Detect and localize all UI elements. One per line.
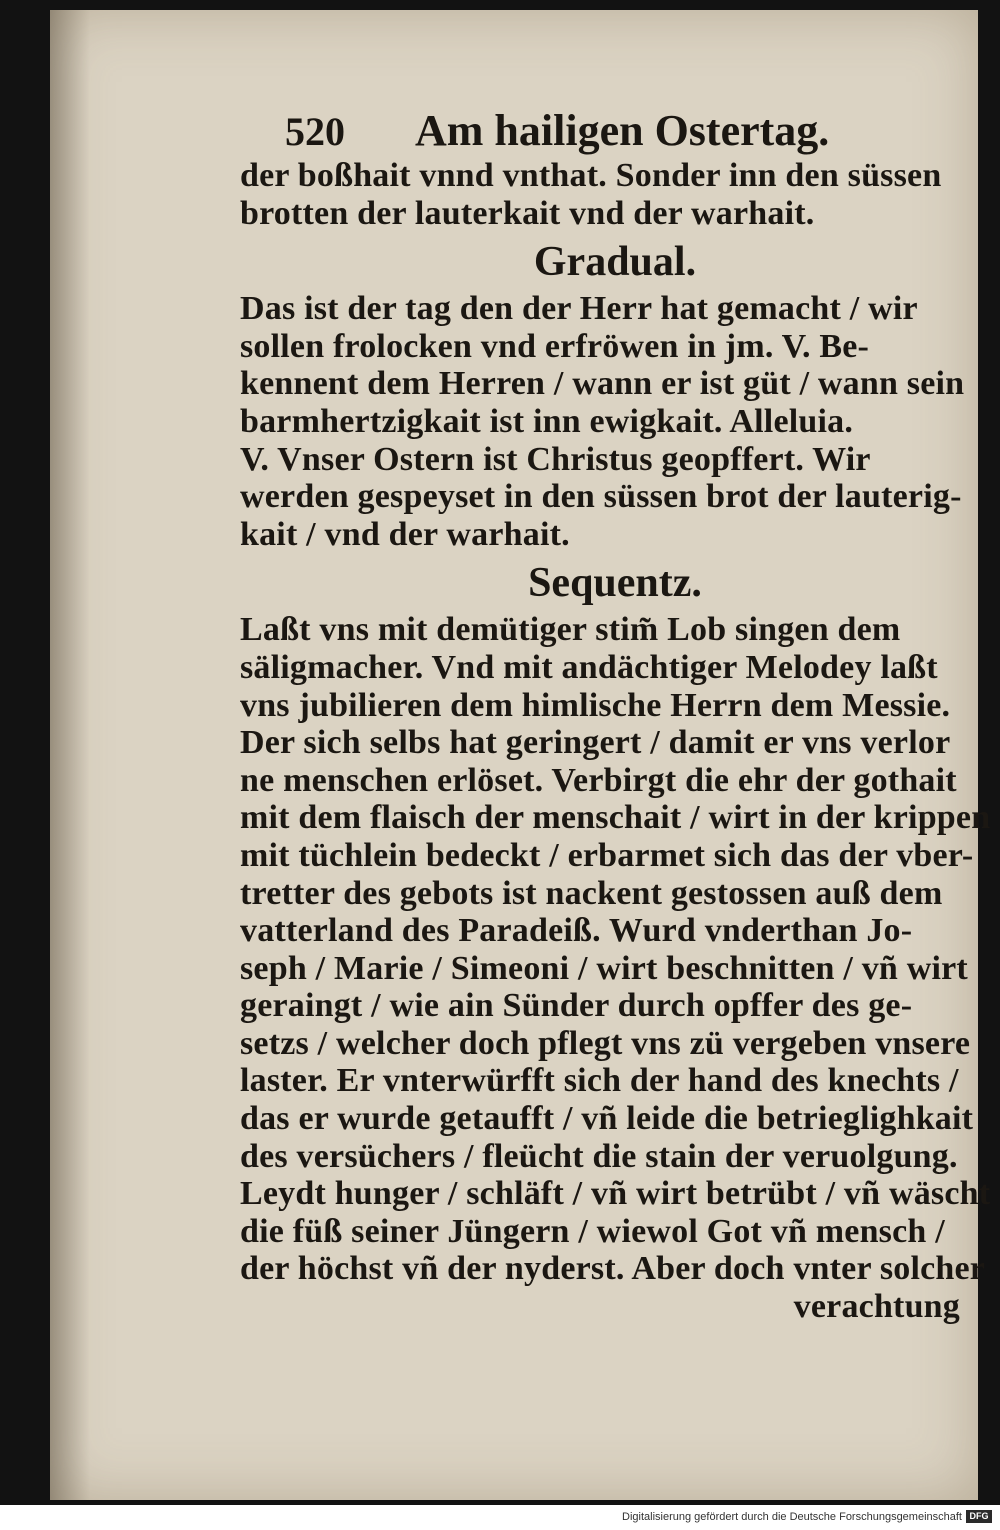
running-header [285, 105, 960, 157]
funding-credit: Digitalisierung gefördert durch die Deutsche Forschungsgemeinschaft [622, 1511, 962, 1523]
text-line: kait / vnd der warhait. [240, 515, 570, 553]
text-line: sollen frolocken vnd erfröwen in jm. V. Be- [240, 327, 870, 365]
text-line: barmhertzigkait ist inn ewigkait. Alleluia. [240, 402, 854, 440]
intro-paragraph [240, 157, 960, 232]
text-line: Das ist der tag den der Herr hat gemacht / wir [240, 290, 918, 328]
text-line: werden gespeyset in den süssen brot der lauterig- [240, 478, 962, 516]
text-line: tretter des gebots ist nackent gestossen auß dem [240, 874, 943, 912]
text-line: V. Vnser Ostern ist Christus geopffert. Wir [240, 440, 871, 478]
sequentz-paragraph [240, 611, 991, 1326]
text-line: seph / Marie / Simeoni / wirt beschnitten / vñ wirt [240, 949, 968, 987]
text-line: geraingt / wie ain Sünder durch opffer des ge- [240, 987, 913, 1025]
text-line: mit tüchlein bedeckt / erbarmet sich das der vber- [240, 836, 974, 874]
text-line: des versüchers / fleücht die stain der veruolgung. [240, 1137, 958, 1175]
text-line: Laßt vns mit demütiger stim̃ Lob singen dem [240, 611, 901, 649]
text-line: der boßhait vnnd vnthat. Sonder inn den süssen [240, 157, 942, 194]
text-line: das er wurde getaufft / vñ leide die betrieglighkait [240, 1100, 974, 1138]
text-line: vatterland des Paradeiß. Wurd vnderthan Jo- [240, 912, 913, 950]
catchword: verachtung [793, 1288, 960, 1326]
text-line: ne menschen erlöset. Verbirgt die ehr der gothait [240, 761, 957, 799]
text-line: brotten der lauterkait vnd der warhait. [240, 194, 815, 232]
page-text [240, 105, 991, 1326]
dfg-logo: DFG [966, 1510, 992, 1523]
text-line: der höchst vñ der nyderst. Aber doch vnter solcher [240, 1250, 986, 1288]
text-line: setzs / welcher doch pflegt vns zü vergeben vnsere [240, 1024, 971, 1062]
text-line: mit dem flaisch der menschait / wirt in der krippen [240, 799, 991, 837]
text-line: kennent dem Herren / wann er ist güt / wann sein [240, 365, 965, 403]
gradual-paragraph [240, 290, 965, 553]
text-line: Der sich selbs hat geringert / damit er vns verlor [240, 724, 951, 762]
gradual-heading: Gradual. [533, 239, 697, 286]
page-number: 520 [285, 109, 345, 154]
digitization-footer [0, 1505, 1000, 1530]
sequentz-heading: Sequentz. [528, 560, 702, 607]
book-page [50, 10, 991, 1500]
text-line: die füß seiner Jüngern / wiewol Got vñ mensch / [240, 1212, 945, 1250]
text-line: laster. Er vnterwürfft sich der hand des knechts / [240, 1062, 959, 1100]
text-line: säligmacher. Vnd mit andächtiger Melodey laßt [240, 648, 938, 686]
running-title: Am hailigen Ostertag. [415, 106, 830, 155]
text-line: vns jubilieren dem himlische Herrn dem Messie. [240, 686, 951, 724]
text-line: Leydt hunger / schläft / vñ wirt betrübt / vñ wäscht [240, 1175, 991, 1213]
